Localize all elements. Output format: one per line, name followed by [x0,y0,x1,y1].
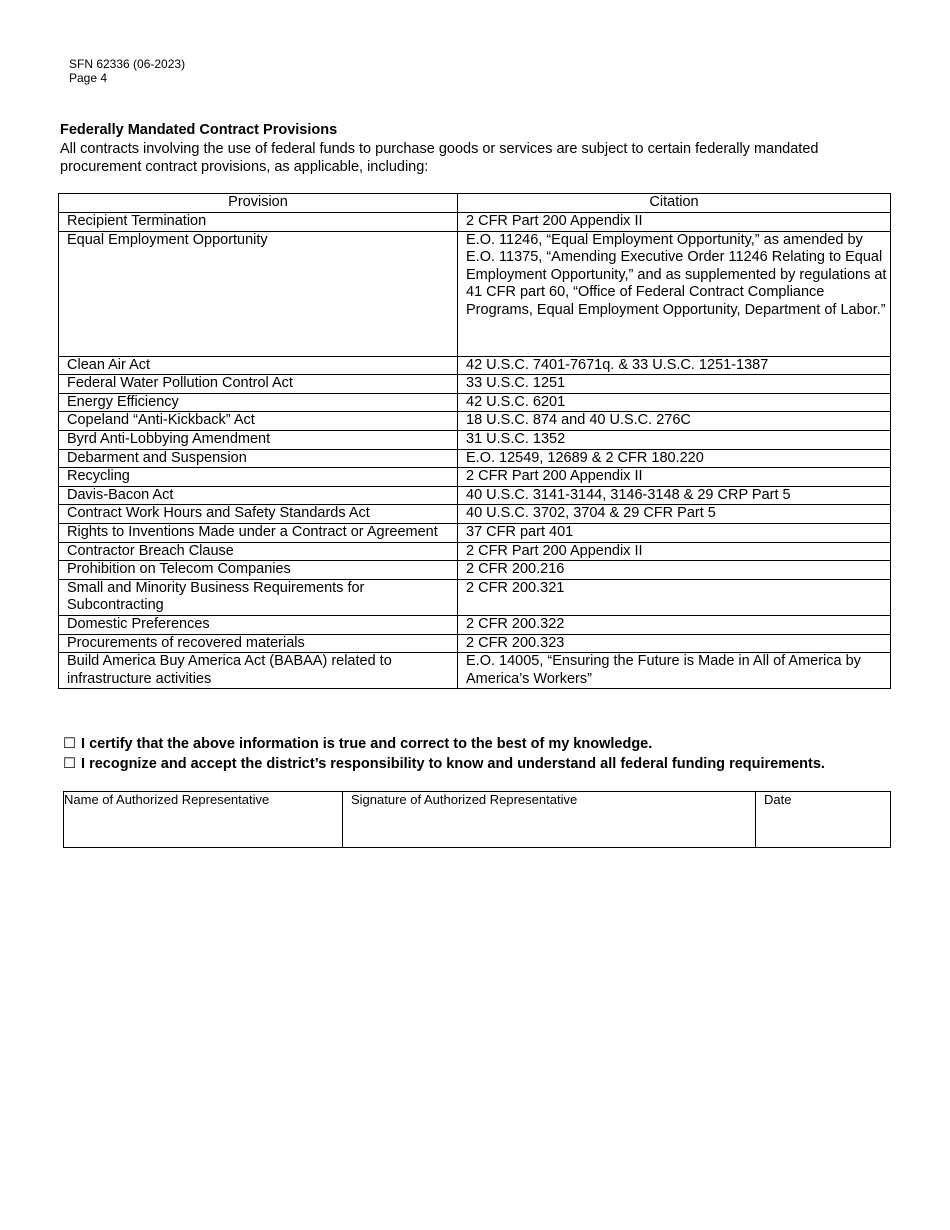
provision-cell: Davis-Bacon Act [59,486,458,505]
signature-label: Signature of Authorized Representative [351,792,578,807]
provision-cell: Procurements of recovered materials [59,634,458,653]
provision-cell: Prohibition on Telecom Companies [59,561,458,580]
table-row [59,542,891,561]
table-row [59,505,891,524]
table-row [59,430,891,449]
citation-cell: E.O. 14005, “Ensuring the Future is Made in All of America by America’s Workers” [458,653,891,689]
certify-label: I certify that the above information is true and correct to the best of my knowledge. [81,736,653,752]
provision-cell: Recycling [59,468,458,487]
table-row [59,449,891,468]
recognize-label: I recognize and accept the district’s responsibility to know and understand all federal funding requirements. [81,756,825,772]
provision-cell: Energy Efficiency [59,393,458,412]
table-row [59,231,891,356]
provision-cell: Domestic Preferences [59,615,458,634]
citation-cell: 2 CFR 200.216 [458,561,891,580]
provision-cell: Contract Work Hours and Safety Standards Act [59,505,458,524]
citation-cell: 2 CFR Part 200 Appendix II [458,542,891,561]
table-row [59,356,891,375]
provision-cell: Contractor Breach Clause [59,542,458,561]
table-row [59,468,891,487]
citation-cell: 2 CFR Part 200 Appendix II [458,213,891,232]
citation-cell: E.O. 11246, “Equal Employment Opportunity,” as amended by E.O. 11375, “Amending Executive Order 11246 Relating to Equal Employment Opportunity,” and as supplemented by regulations at 41 CFR part 60, “Office of Federal Contract Compliance Programs, Equal Employment Opportunity, Department of Labor.” [458,231,891,356]
citation-cell: 31 U.S.C. 1352 [458,430,891,449]
table-row [59,412,891,431]
form-header [69,57,185,85]
section-intro: All contracts involving the use of federal funds to purchase goods or services are subject to certain federally mandated procurement contract provisions, as applicable, including: [60,141,819,175]
provision-column-header: Provision [59,194,458,213]
signature-field[interactable] [343,792,756,848]
provision-cell: Clean Air Act [59,356,458,375]
citation-cell: 37 CFR part 401 [458,523,891,542]
provision-cell: Debarment and Suspension [59,449,458,468]
table-row [59,579,891,615]
citation-cell: 42 U.S.C. 7401-7671q. & 33 U.S.C. 1251-1387 [458,356,891,375]
recognize-statement [63,755,825,773]
citation-cell: 2 CFR Part 200 Appendix II [458,468,891,487]
provision-cell: Small and Minority Business Requirements for Subcontracting [59,579,458,615]
table-row [59,653,891,689]
certify-checkbox[interactable]: ☐ [63,736,76,752]
table-row [59,375,891,394]
signature-block [63,791,891,848]
provision-cell: Federal Water Pollution Control Act [59,375,458,394]
provision-cell: Copeland “Anti-Kickback” Act [59,412,458,431]
provision-cell: Rights to Inventions Made under a Contract or Agreement [59,523,458,542]
citation-cell: 33 U.S.C. 1251 [458,375,891,394]
name-field[interactable] [64,792,343,848]
citation-cell: 42 U.S.C. 6201 [458,393,891,412]
table-row [59,561,891,580]
table-row [59,486,891,505]
citation-cell: 18 U.S.C. 874 and 40 U.S.C. 276C [458,412,891,431]
provision-cell: Recipient Termination [59,213,458,232]
citation-cell: 40 U.S.C. 3702, 3704 & 29 CFR Part 5 [458,505,891,524]
table-row [59,393,891,412]
provision-cell: Byrd Anti-Lobbying Amendment [59,430,458,449]
section-title: Federally Mandated Contract Provisions [60,122,338,138]
citation-column-header: Citation [458,194,891,213]
citation-cell: 2 CFR 200.322 [458,615,891,634]
name-label: Name of Authorized Representative [64,792,270,807]
date-label: Date [764,792,792,807]
table-row [59,213,891,232]
table-row [59,634,891,653]
recognize-checkbox[interactable]: ☐ [63,756,76,772]
citation-cell: 40 U.S.C. 3141-3144, 3146-3148 & 29 CRP Part 5 [458,486,891,505]
table-header-row [59,194,891,213]
table-row [59,615,891,634]
certify-statement [63,735,652,753]
citation-cell: 2 CFR 200.321 [458,579,891,615]
provisions-table [58,193,891,689]
citation-cell: 2 CFR 200.323 [458,634,891,653]
form-number: SFN 62336 (06-2023) [69,57,186,71]
provision-cell: Equal Employment Opportunity [59,231,458,356]
provision-cell: Build America Buy America Act (BABAA) related to infrastructure activities [59,653,458,689]
date-field[interactable] [756,792,891,848]
citation-cell: E.O. 12549, 12689 & 2 CFR 180.220 [458,449,891,468]
table-row [59,523,891,542]
page-number: Page 4 [69,71,108,85]
